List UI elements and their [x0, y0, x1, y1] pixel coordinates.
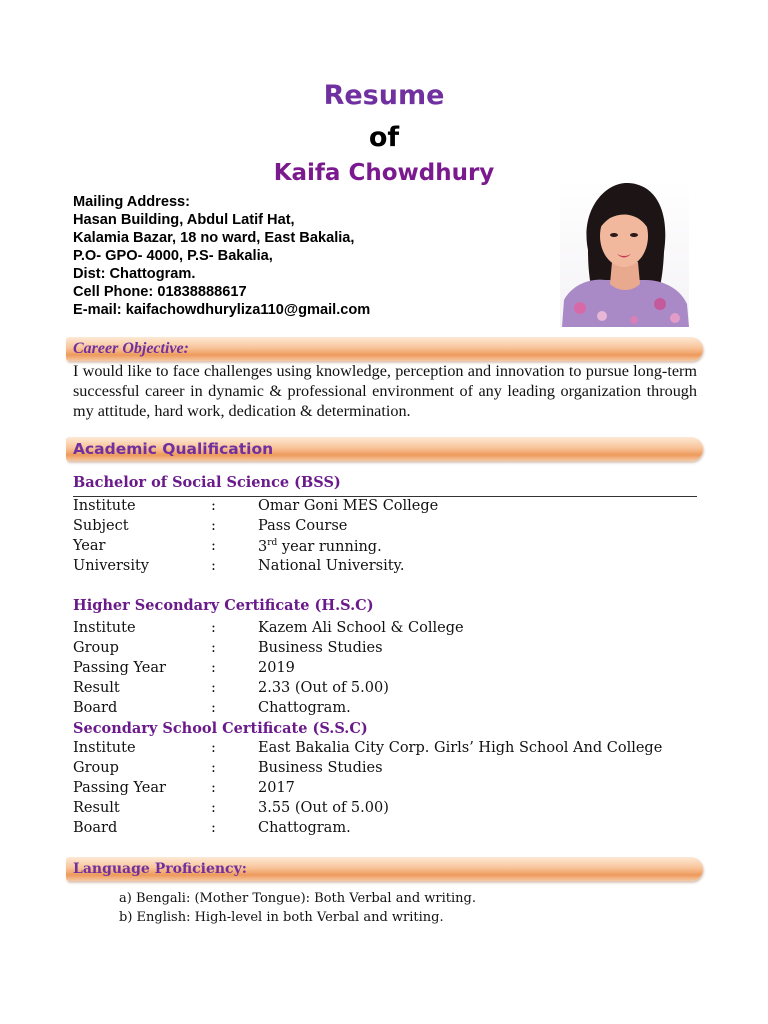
row-label: Result [73, 800, 120, 816]
academic-qualification-header [66, 437, 703, 461]
year-number: 3 [258, 538, 268, 555]
row-value: 3.55 (Out of 5.00) [258, 800, 389, 816]
row-colon: : [211, 780, 216, 796]
candidate-name: Kaifa Chowdhury [273, 160, 495, 186]
career-objective-heading: Career Objective: [73, 340, 189, 357]
row-value: Business Studies [258, 760, 383, 776]
row-value: Omar Goni MES College [258, 498, 439, 514]
hsc-title: Higher Secondary Certificate (H.S.C) [73, 597, 374, 614]
mailing-address-block [73, 193, 370, 319]
row-colon: : [211, 660, 216, 676]
row-value: 2017 [258, 780, 295, 796]
row-colon: : [211, 760, 216, 776]
academic-qualification-heading: Academic Qualification [73, 440, 274, 458]
row-colon: : [211, 498, 216, 514]
row-value: Pass Course [258, 518, 348, 534]
row-label: Institute [73, 498, 136, 514]
year-ordinal: rd [267, 538, 278, 548]
row-colon: : [211, 700, 216, 716]
address-line: Hasan Building, Abdul Latif Hat, [73, 212, 295, 228]
row-label: Institute [73, 740, 136, 756]
language-item-english: b) English: High-level in both Verbal and writing. [119, 910, 444, 925]
language-proficiency-heading: Language Proficiency: [73, 861, 247, 877]
row-value: National University. [258, 558, 405, 574]
section-divider [73, 496, 697, 497]
row-label: Result [73, 680, 120, 696]
row-label: University [73, 558, 149, 574]
row-colon: : [211, 740, 216, 756]
row-colon: : [211, 620, 216, 636]
row-colon: : [211, 640, 216, 656]
address-district: Dist: Chattogram. [73, 266, 196, 282]
row-value: Chattogram. [258, 820, 351, 836]
row-colon: : [211, 680, 216, 696]
row-colon: : [211, 558, 216, 574]
language-item-bengali: a) Bengali: (Mother Tongue): Both Verbal and writing. [119, 891, 477, 906]
address-line: Kalamia Bazar, 18 no ward, East Bakalia, [73, 230, 355, 246]
career-objective-header [66, 337, 703, 361]
row-label: Passing Year [73, 780, 166, 796]
row-colon: : [211, 538, 216, 554]
row-value: 2.33 (Out of 5.00) [258, 680, 389, 696]
row-label: Board [73, 700, 118, 716]
language-proficiency-header [66, 857, 703, 881]
email: E-mail: kaifachowdhuryliza110@gmail.com [73, 302, 371, 318]
row-value: Chattogram. [258, 700, 351, 716]
row-label: Year [73, 538, 106, 554]
row-colon: : [211, 800, 216, 816]
address-line: P.O- GPO- 4000, P.S- Bakalia, [73, 248, 273, 264]
ssc-title: Secondary School Certificate (S.S.C) [73, 720, 368, 737]
row-colon: : [211, 518, 216, 534]
row-label: Group [73, 760, 119, 776]
row-label: Board [73, 820, 118, 836]
row-value [258, 538, 382, 555]
resume-title-of: of [368, 122, 400, 153]
resume-title: Resume [323, 80, 445, 111]
row-value: Business Studies [258, 640, 383, 656]
row-label: Subject [73, 518, 129, 534]
cell-phone: Cell Phone: 01838888617 [73, 284, 247, 300]
row-value: East Bakalia City Corp. Girls’ High School And College [258, 740, 663, 756]
row-label: Group [73, 640, 119, 656]
career-objective-text: I would like to face challenges using knowledge, perception and innovation to pursue long-term successful career in dynamic & professional environment of any leading organization through my attitude, hard work, dedication & determination. [73, 362, 697, 420]
profile-photo [560, 180, 689, 327]
year-suffix: year running. [277, 538, 382, 555]
row-label: Institute [73, 620, 136, 636]
bss-title: Bachelor of Social Science (BSS) [73, 474, 341, 491]
row-value: Kazem Ali School & College [258, 620, 464, 636]
row-colon: : [211, 820, 216, 836]
row-value: 2019 [258, 660, 295, 676]
address-heading: Mailing Address: [73, 194, 191, 210]
row-label: Passing Year [73, 660, 166, 676]
